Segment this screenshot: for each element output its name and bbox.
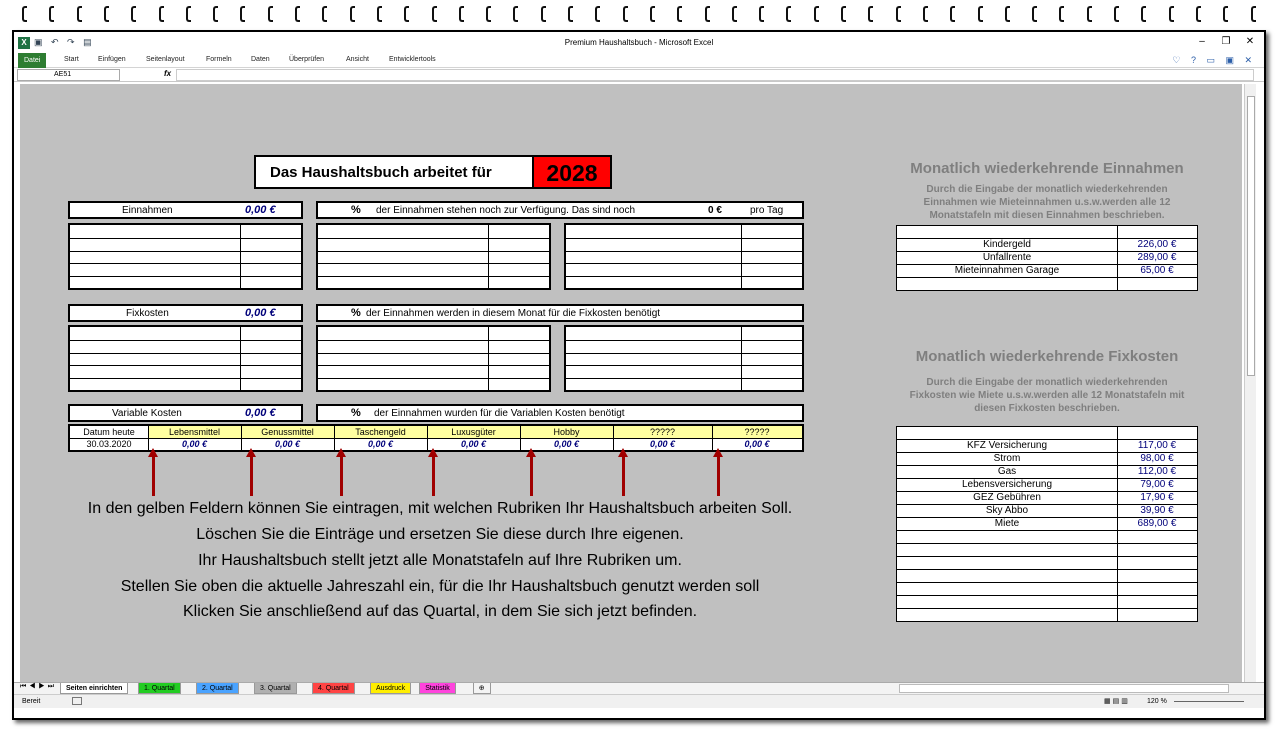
variable-label: Variable Kosten: [112, 408, 182, 419]
row-name: Unfallrente: [982, 252, 1032, 263]
table-row[interactable]: [897, 277, 1197, 290]
red-arrow: [530, 456, 533, 496]
red-arrow: [250, 456, 253, 496]
row-name: Miete: [994, 518, 1020, 529]
year-value: 2028: [546, 160, 598, 186]
view-buttons[interactable]: ▦▤▥: [1104, 698, 1130, 705]
income-desc-1: Durch die Eingabe der monatlich wiederkehrenden: [926, 184, 1168, 195]
table-row[interactable]: [897, 465, 1197, 478]
sheet-tab[interactable]: Statistik: [419, 683, 456, 694]
einnahmen-label: Einnahmen: [122, 205, 173, 216]
category-header[interactable]: ?????: [649, 427, 676, 437]
tab-formeln[interactable]: Formeln: [206, 56, 232, 63]
instruction-line-4: Stellen Sie oben die aktuelle Jahreszahl ein, für die Ihr Haushaltsbuch genutzt werden soll: [120, 578, 760, 595]
einnahmen-amount: 0 €: [708, 205, 722, 216]
tab-start[interactable]: Start: [64, 56, 79, 63]
year-cell[interactable]: [532, 155, 612, 189]
row-amount: 226,00 €: [1137, 239, 1177, 250]
zoom-slider[interactable]: [1174, 701, 1244, 702]
grid-line: [70, 378, 301, 379]
table-row[interactable]: [897, 595, 1197, 608]
grid-line: [488, 327, 489, 390]
horizontal-scrollbar[interactable]: [899, 684, 1229, 693]
table-row[interactable]: [897, 251, 1197, 264]
fixed-desc-1: Durch die Eingabe der monatlich wiederkehrenden: [926, 377, 1168, 388]
grid-line: [566, 365, 802, 366]
ribbon-tabs: [14, 53, 1264, 68]
table-row[interactable]: [897, 556, 1197, 569]
table-row[interactable]: [897, 543, 1197, 556]
row-amount: 65,00 €: [1140, 265, 1174, 276]
sheet-tab[interactable]: Ausdruck: [370, 683, 411, 694]
quick-access-toolbar[interactable]: ▣ ↶ ↷ ▤: [34, 37, 95, 47]
grid-line: [566, 263, 802, 264]
sheet-tab[interactable]: 4. Quartal: [312, 683, 355, 694]
tab-datei[interactable]: Datei: [18, 53, 46, 68]
sheet-tab[interactable]: 3. Quartal: [254, 683, 297, 694]
instruction-line-2: Löschen Sie die Einträge und ersetzen Sie diese durch Ihre eigenen.: [196, 526, 684, 543]
sheet-tab[interactable]: 1. Quartal: [138, 683, 181, 694]
table-row[interactable]: [897, 608, 1197, 621]
table-row[interactable]: [897, 517, 1197, 530]
name-box[interactable]: AE51: [17, 69, 120, 81]
grid-line: [70, 340, 301, 341]
grid-line: [70, 353, 301, 354]
category-value: 0,00 €: [274, 439, 301, 449]
page-title: Das Haushaltsbuch arbeitet für: [270, 164, 492, 181]
row-amount: 98,00 €: [1140, 453, 1174, 464]
grid-line: [741, 225, 742, 288]
tab-seitenlayout[interactable]: Seitenlayout: [146, 56, 185, 63]
macro-record-icon[interactable]: [72, 697, 82, 705]
table-row[interactable]: [897, 238, 1197, 251]
grid-line: [318, 340, 549, 341]
variable-value: 0,00 €: [245, 407, 276, 419]
table-row[interactable]: [897, 504, 1197, 517]
grid-line: [566, 238, 802, 239]
row-amount: 17,90 €: [1140, 492, 1174, 503]
vertical-scrollbar[interactable]: [1244, 84, 1256, 682]
row-amount: 289,00 €: [1137, 252, 1177, 263]
fixed-desc-3: diesen Fixkosten beschrieben.: [974, 403, 1120, 414]
fixkosten-info: [316, 304, 804, 322]
einnahmen-table-2[interactable]: [316, 223, 551, 290]
minimize-icon[interactable]: –: [1199, 36, 1205, 47]
variable-total: [68, 404, 303, 422]
red-arrow: [622, 456, 625, 496]
help-icon[interactable]: ♡ ? ▭ ▣ ✕: [1172, 55, 1256, 65]
grid-line: [318, 365, 549, 366]
table-row[interactable]: [897, 569, 1197, 582]
fx-icon[interactable]: fx: [164, 69, 172, 78]
income-desc-2: Einnahmen wie Mieteinnahmen u.s.w.werden alle 12: [923, 197, 1171, 208]
grid-line: [566, 251, 802, 252]
restore-icon[interactable]: ❐: [1221, 36, 1231, 47]
einnahmen-info: [316, 201, 804, 219]
close-icon[interactable]: ✕: [1245, 36, 1255, 47]
date-today: 30.03.2020: [86, 439, 132, 449]
grid-line: [318, 263, 549, 264]
table-row[interactable]: [897, 452, 1197, 465]
tab-entwicklertools[interactable]: Entwicklertools: [389, 56, 436, 63]
tab-ueberpruefen[interactable]: Überprüfen: [289, 56, 325, 63]
grid-line: [70, 276, 301, 277]
category-value: 0,00 €: [181, 439, 208, 449]
tab-daten[interactable]: Daten: [251, 56, 270, 63]
einnahmen-pct: %: [351, 204, 361, 216]
grid-line: [566, 353, 802, 354]
grid-line: [70, 238, 301, 239]
fixed-title: Monatlich wiederkehrende Fixkosten: [915, 348, 1179, 365]
grid-line: [240, 327, 241, 390]
income-desc-3: Monatstafeln mit diesen Einnahmen beschrieben.: [929, 210, 1165, 221]
grid-line: [488, 225, 489, 288]
variable-info-text: der Einnahmen wurden für die Variablen Kosten benötigt: [374, 408, 625, 419]
fixed-table[interactable]: [896, 426, 1198, 622]
income-title: Monatlich wiederkehrende Einnahmen: [910, 160, 1184, 177]
table-row[interactable]: [897, 478, 1197, 491]
grid-line: [318, 378, 549, 379]
fixkosten-pct: %: [351, 307, 361, 319]
row-name: Sky Abbo: [985, 505, 1029, 516]
grid-line: [566, 378, 802, 379]
table-row[interactable]: [897, 530, 1197, 543]
category-header[interactable]: Datum heute: [83, 427, 135, 437]
red-arrow: [152, 456, 155, 496]
row-amount: 79,00 €: [1140, 479, 1174, 490]
row-amount: 39,90 €: [1140, 505, 1174, 516]
row-amount: 689,00 €: [1137, 518, 1177, 529]
tab-einfuegen[interactable]: Einfügen: [98, 56, 126, 63]
grid-line: [318, 251, 549, 252]
status-bar: [14, 694, 1264, 708]
einnahmen-suffix: pro Tag: [750, 205, 784, 216]
table-row[interactable]: [897, 582, 1197, 595]
formula-input[interactable]: [176, 69, 1254, 81]
year-title-box: [254, 155, 534, 189]
category-value: 0,00 €: [460, 439, 487, 449]
grid-line: [318, 238, 549, 239]
grid-line: [318, 276, 549, 277]
category-value: 0,00 €: [649, 439, 676, 449]
fixkosten-info-text: der Einnahmen werden in diesem Monat für die Fixkosten benötigt: [366, 308, 661, 319]
category-value: 0,00 €: [553, 439, 580, 449]
instruction-line-3: Ihr Haushaltsbuch stellt jetzt alle Monatstafeln auf Ihre Rubriken um.: [198, 552, 682, 569]
einnahmen-table-3[interactable]: [564, 223, 804, 290]
fixkosten-total: [68, 304, 303, 322]
grid-line: [741, 327, 742, 390]
grid-line: [566, 340, 802, 341]
table-row[interactable]: [897, 491, 1197, 504]
excel-icon: X: [18, 37, 30, 49]
tab-ansicht[interactable]: Ansicht: [346, 56, 369, 63]
fixkosten-value: 0,00 €: [245, 307, 276, 319]
excel-window: [12, 30, 1266, 720]
sheet-tab[interactable]: 2. Quartal: [196, 683, 239, 694]
fixkosten-table-3[interactable]: [564, 325, 804, 392]
variable-pct: %: [351, 407, 361, 419]
fixkosten-table-2[interactable]: [316, 325, 551, 392]
red-arrow: [717, 456, 720, 496]
einnahmen-table-1[interactable]: [68, 223, 303, 290]
sheet-nav-arrows[interactable]: ⏮◀▶⏭: [20, 683, 58, 690]
fixed-desc-2: Fixkosten wie Miete u.s.w.werden alle 12 Monatstafeln mit: [909, 390, 1185, 401]
grid-line: [566, 276, 802, 277]
row-name: Strom: [993, 453, 1021, 464]
row-amount: 117,00 €: [1137, 440, 1177, 451]
zoom-level: 120 %: [1147, 698, 1167, 705]
einnahmen-value: 0,00 €: [245, 204, 276, 216]
fixkosten-label: Fixkosten: [126, 308, 169, 319]
formula-bar: [14, 68, 1264, 82]
red-arrow: [432, 456, 435, 496]
add-sheet-icon[interactable]: ⊕: [473, 683, 491, 694]
grid-line: [70, 365, 301, 366]
title-bar: [14, 32, 1264, 54]
row-name: Mieteinnahmen Garage: [954, 265, 1060, 276]
grid-line: [70, 251, 301, 252]
table-row[interactable]: [897, 264, 1197, 277]
category-header[interactable]: Genussmittel: [261, 427, 314, 437]
category-header[interactable]: ?????: [744, 427, 770, 437]
grid-line: [70, 263, 301, 264]
income-table[interactable]: [896, 225, 1198, 291]
einnahmen-info-text: der Einnahmen stehen noch zur Verfügung. Das sind noch: [376, 205, 636, 216]
fixkosten-table-1[interactable]: [68, 325, 303, 392]
worksheet[interactable]: [20, 84, 1242, 682]
grid-line: [318, 353, 549, 354]
category-value: 0,00 €: [744, 439, 770, 449]
instruction-line-1: In den gelben Feldern können Sie eintragen, mit welchen Rubriken Ihr Haushaltsbuch arbeiten Soll.: [87, 500, 793, 517]
grid-line: [240, 225, 241, 288]
window-title: Premium Haushaltsbuch - Microsoft Excel: [564, 38, 714, 47]
row-name: Lebensversicherung: [961, 479, 1053, 490]
einnahmen-total: [68, 201, 303, 219]
category-value: 0,00 €: [367, 439, 394, 449]
row-name: Kindergeld: [983, 239, 1031, 250]
variable-info: [316, 404, 804, 422]
red-arrow: [340, 456, 343, 496]
category-header[interactable]: Luxusgüter: [451, 427, 496, 437]
row-amount: 112,00 €: [1137, 466, 1177, 477]
table-row[interactable]: [897, 439, 1197, 452]
status-ready: Bereit: [22, 698, 41, 705]
category-header[interactable]: Hobby: [553, 427, 580, 437]
sheet-tab[interactable]: Seiten einrichten: [60, 683, 128, 694]
row-name: GEZ Gebühren: [973, 492, 1041, 503]
instruction-line-5: Klicken Sie anschließend auf das Quartal, in dem Sie sich jetzt befinden.: [182, 603, 698, 620]
row-name: Gas: [997, 466, 1017, 477]
category-header[interactable]: Taschengeld: [355, 427, 406, 437]
sheet-tabs-bar: [14, 682, 1264, 694]
notebook-spiral: [0, 0, 1280, 26]
category-header[interactable]: Lebensmittel: [168, 427, 221, 437]
row-name: KFZ Versicherung: [966, 440, 1048, 451]
